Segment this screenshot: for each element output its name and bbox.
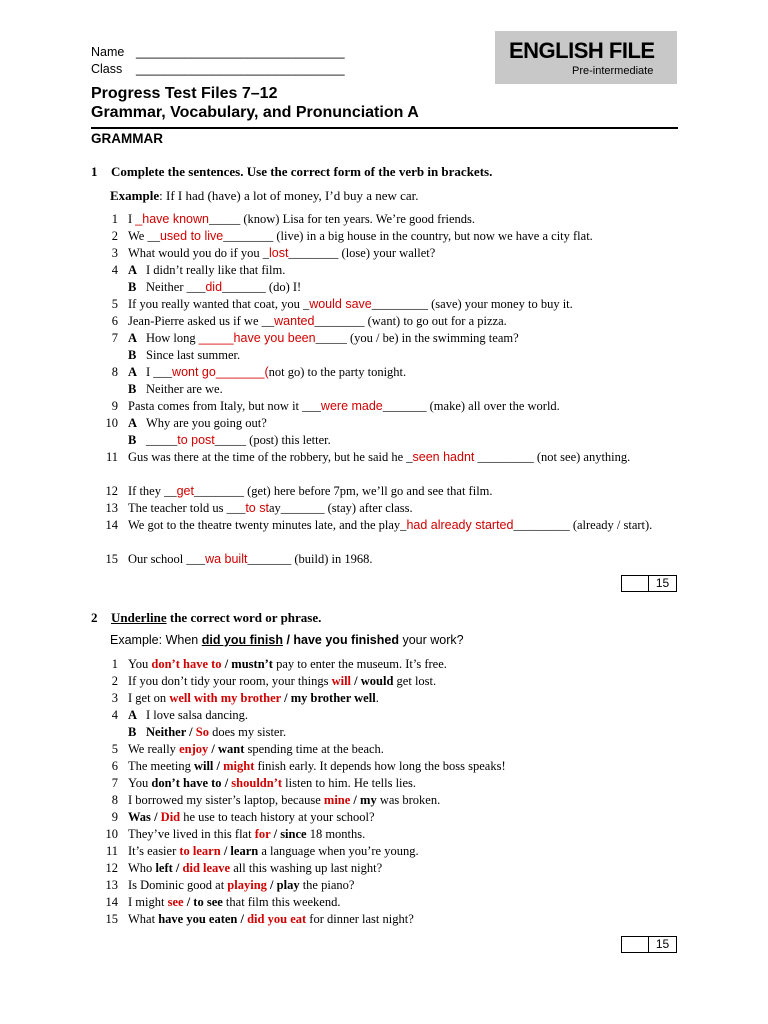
question-prefix: I didn’t really like that film. bbox=[146, 263, 286, 277]
brand-logo bbox=[495, 31, 677, 84]
selected-option[interactable]: well with my brother bbox=[169, 691, 281, 705]
exercise-number: 2 bbox=[91, 610, 98, 625]
option-separator: / bbox=[221, 657, 232, 671]
question-text-part: You bbox=[128, 776, 152, 790]
question-text bbox=[128, 517, 673, 534]
question-text-part: for dinner last night? bbox=[306, 912, 414, 926]
speaker-label: B bbox=[128, 725, 137, 739]
question-item bbox=[96, 228, 678, 245]
question-text bbox=[128, 245, 435, 262]
question-text bbox=[128, 364, 406, 381]
answer-text[interactable]: to post bbox=[177, 433, 215, 447]
question-prefix: Jean-Pierre asked us if we __ bbox=[128, 314, 275, 328]
question-number: 9 bbox=[111, 399, 118, 413]
question-number: 7 bbox=[111, 776, 118, 790]
question-text bbox=[128, 483, 493, 500]
header-rule bbox=[91, 127, 678, 129]
question-text bbox=[128, 432, 331, 449]
option-text: Was bbox=[128, 810, 151, 824]
class-label: Class bbox=[91, 62, 123, 76]
question-text bbox=[128, 758, 506, 775]
question-number: 2 bbox=[111, 674, 118, 688]
example-post: your work? bbox=[398, 633, 464, 647]
answer-text[interactable]: get bbox=[176, 484, 194, 498]
question-suffix: _________ (not see) anything. bbox=[474, 450, 631, 464]
selected-option[interactable]: to learn bbox=[179, 844, 221, 858]
question-text-part: I get on bbox=[128, 691, 170, 705]
option-separator: / bbox=[281, 691, 291, 705]
question-item bbox=[96, 860, 678, 877]
answer-text[interactable]: _have known bbox=[135, 212, 209, 226]
question-number: 6 bbox=[111, 759, 118, 773]
question-text bbox=[128, 860, 382, 877]
selected-option[interactable]: shouldn’t bbox=[231, 776, 283, 790]
instruction-underline: Underline bbox=[111, 610, 167, 625]
selected-option[interactable]: did you eat bbox=[247, 912, 307, 926]
question-item bbox=[96, 330, 678, 347]
question-text bbox=[128, 330, 519, 347]
question-number: 9 bbox=[111, 810, 118, 824]
question-item bbox=[96, 809, 678, 826]
question-item bbox=[96, 449, 678, 483]
question-item bbox=[96, 296, 678, 313]
answer-text[interactable]: did bbox=[205, 280, 223, 294]
question-item bbox=[96, 894, 678, 911]
selected-option[interactable]: don’t have to bbox=[151, 657, 222, 671]
question-text-part: It’s easier bbox=[128, 844, 180, 858]
question-item bbox=[96, 877, 678, 894]
score-total: 15 bbox=[655, 576, 670, 590]
question-prefix: We __ bbox=[128, 229, 160, 243]
selected-option[interactable]: will bbox=[331, 674, 352, 688]
question-text-part: The meeting bbox=[128, 759, 194, 773]
question-prefix: Neither are we. bbox=[146, 382, 223, 396]
question-suffix: ________ (want) to go out for a pizza. bbox=[314, 314, 507, 328]
option-text: don’t have to bbox=[151, 776, 222, 790]
class-line: ______________________________ bbox=[136, 62, 345, 76]
exercise-2-list bbox=[96, 656, 678, 928]
instruction-text: the correct word or phrase. bbox=[166, 610, 322, 625]
brand-title: ENGLISH FILE bbox=[509, 38, 655, 63]
speaker-label: A bbox=[128, 365, 138, 379]
selected-option[interactable]: enjoy bbox=[179, 742, 209, 756]
question-item bbox=[96, 517, 678, 551]
question-text bbox=[128, 911, 414, 928]
example-pre: Example: When bbox=[110, 633, 202, 647]
instruction-text: Complete the sentences. Use the correct form of the verb in brackets. bbox=[111, 164, 493, 179]
question-prefix: Neither ___ bbox=[146, 280, 206, 294]
question-text-part: I might bbox=[128, 895, 168, 909]
answer-text[interactable]: wa built bbox=[205, 552, 248, 566]
question-text bbox=[128, 877, 354, 894]
question-number: 1 bbox=[111, 212, 118, 226]
question-text-part: They’ve lived in this flat bbox=[128, 827, 255, 841]
name-line: ______________________________ bbox=[136, 45, 345, 59]
option-text: learn bbox=[230, 844, 259, 858]
question-suffix: _____ (post) this letter. bbox=[214, 433, 331, 447]
question-number: 14 bbox=[105, 518, 118, 532]
example-mid: / have you finished bbox=[282, 633, 399, 647]
answer-text[interactable]: would save bbox=[309, 297, 372, 311]
question-number: 15 bbox=[105, 552, 118, 566]
option-separator: / bbox=[266, 878, 277, 892]
speaker-label: A bbox=[128, 331, 138, 345]
selected-option[interactable]: might bbox=[223, 759, 255, 773]
speaker-label: A bbox=[128, 708, 138, 722]
answer-text[interactable]: to st bbox=[245, 501, 269, 515]
question-number: 13 bbox=[105, 878, 118, 892]
question-number: 4 bbox=[111, 708, 118, 722]
speaker-label: B bbox=[128, 348, 137, 362]
example-text: : If I had (have) a lot of money, I’d buy a new car. bbox=[159, 188, 419, 203]
question-number: 5 bbox=[111, 297, 118, 311]
question-text-part: finish early. It depends how long the boss speaks! bbox=[254, 759, 506, 773]
question-suffix: ________ (lose) your wallet? bbox=[288, 246, 436, 260]
question-number: 13 bbox=[105, 501, 118, 515]
question-text-part: 18 months. bbox=[306, 827, 366, 841]
question-text bbox=[128, 843, 419, 860]
section-heading: GRAMMAR bbox=[91, 131, 163, 146]
question-prefix: If they __ bbox=[128, 484, 177, 498]
speaker-label: A bbox=[128, 263, 138, 277]
test-subtitle: Grammar, Vocabulary, and Pronunciation A bbox=[91, 104, 419, 121]
question-suffix: _________ (save) your money to buy it. bbox=[371, 297, 573, 311]
question-number: 15 bbox=[105, 912, 118, 926]
question-item bbox=[96, 381, 678, 398]
question-number: 4 bbox=[111, 263, 118, 277]
question-item bbox=[96, 911, 678, 928]
option-text: have you eaten bbox=[158, 912, 238, 926]
question-text bbox=[128, 500, 413, 517]
question-item bbox=[96, 313, 678, 330]
question-item bbox=[96, 279, 678, 296]
question-text bbox=[128, 551, 372, 568]
option-text: want bbox=[217, 742, 245, 756]
question-number: 14 bbox=[105, 895, 118, 909]
option-text: to see bbox=[193, 895, 223, 909]
question-item bbox=[96, 741, 678, 758]
answer-text[interactable]: wont go_______( bbox=[172, 365, 269, 379]
question-text-part: does my sister. bbox=[208, 725, 287, 739]
selected-option[interactable]: playing bbox=[227, 878, 267, 892]
question-suffix: _______ (do) I! bbox=[222, 280, 302, 294]
question-text-part: . bbox=[375, 691, 379, 705]
option-text: since bbox=[280, 827, 307, 841]
question-prefix: I ___ bbox=[146, 365, 173, 379]
selected-option[interactable]: did leave bbox=[182, 861, 231, 875]
speaker-label: B bbox=[128, 382, 137, 396]
option-text: would bbox=[360, 674, 394, 688]
test-title: Progress Test Files 7–12 bbox=[91, 85, 278, 102]
speaker-label: A bbox=[128, 416, 138, 430]
question-text-part: listen to him. He tells lies. bbox=[282, 776, 417, 790]
question-suffix: ay_______ (stay) after class. bbox=[268, 501, 413, 515]
option-separator: / bbox=[351, 674, 361, 688]
question-prefix: The teacher told us ___ bbox=[128, 501, 246, 515]
question-item bbox=[96, 826, 678, 843]
question-text bbox=[128, 296, 573, 313]
question-prefix: If you really wanted that coat, you _ bbox=[128, 297, 310, 311]
question-number: 6 bbox=[111, 314, 118, 328]
question-text bbox=[128, 415, 267, 432]
question-number: 12 bbox=[105, 861, 118, 875]
answer-text[interactable]: were made bbox=[320, 399, 383, 413]
question-text-part: I borrowed my sister’s laptop, because bbox=[128, 793, 324, 807]
question-item bbox=[96, 707, 678, 724]
question-text-part: If you don’t tidy your room, your things bbox=[128, 674, 332, 688]
question-text bbox=[128, 449, 673, 466]
question-number: 11 bbox=[105, 450, 118, 464]
name-label: Name bbox=[91, 45, 125, 59]
option-separator: / bbox=[237, 912, 248, 926]
selected-option[interactable]: mine bbox=[323, 793, 351, 807]
class-field[interactable] bbox=[91, 62, 345, 76]
question-text bbox=[128, 228, 593, 245]
selected-option[interactable]: So bbox=[195, 725, 209, 739]
question-text-part: You bbox=[128, 657, 152, 671]
selected-option[interactable]: see bbox=[167, 895, 184, 909]
question-prefix: We got to the theatre twenty minutes late, and the play_ bbox=[128, 518, 407, 532]
question-item bbox=[96, 364, 678, 381]
question-number: 8 bbox=[111, 365, 118, 379]
answer-text[interactable]: wanted bbox=[274, 314, 315, 328]
option-text: left bbox=[155, 861, 173, 875]
question-text-part: was broken. bbox=[376, 793, 441, 807]
question-suffix: _____ (know) Lisa for ten years. We’re good friends. bbox=[208, 212, 476, 226]
question-text-part: I love salsa dancing. bbox=[146, 708, 249, 722]
option-separator: / bbox=[183, 895, 194, 909]
option-text: will bbox=[193, 759, 214, 773]
question-number: 3 bbox=[111, 246, 118, 260]
question-text bbox=[128, 894, 340, 911]
question-prefix: Pasta comes from Italy, but now it ___ bbox=[128, 399, 321, 413]
question-text bbox=[128, 381, 223, 398]
exercise-2-example bbox=[110, 633, 464, 647]
question-number: 5 bbox=[111, 742, 118, 756]
question-prefix: How long bbox=[146, 331, 199, 345]
question-item bbox=[96, 432, 678, 449]
example-underlined: did you finish bbox=[201, 633, 283, 647]
question-text bbox=[128, 809, 375, 826]
question-item bbox=[96, 758, 678, 775]
option-separator: / bbox=[350, 793, 361, 807]
question-number: 8 bbox=[111, 793, 118, 807]
question-item bbox=[96, 500, 678, 517]
question-item bbox=[96, 483, 678, 500]
question-text-part: We really bbox=[128, 742, 180, 756]
question-text-part: that film this weekend. bbox=[222, 895, 341, 909]
question-item bbox=[96, 245, 678, 262]
exercise-2-instruction bbox=[91, 610, 321, 626]
exercise-2-score-box[interactable] bbox=[621, 936, 677, 953]
answer-text[interactable]: _____have you been bbox=[198, 331, 316, 345]
option-separator: / bbox=[208, 742, 218, 756]
question-suffix: _______ (make) all over the world. bbox=[382, 399, 560, 413]
question-item bbox=[96, 775, 678, 792]
question-number: 2 bbox=[111, 229, 118, 243]
question-text bbox=[128, 673, 436, 690]
question-text bbox=[128, 211, 475, 228]
answer-text[interactable]: lost bbox=[268, 246, 289, 260]
option-text: Neither bbox=[146, 725, 187, 739]
brand-subtitle: Pre-intermediate bbox=[572, 65, 654, 77]
question-suffix: _______ (build) in 1968. bbox=[247, 552, 373, 566]
question-text-part: a language when you’re young. bbox=[258, 844, 419, 858]
question-text bbox=[128, 724, 286, 741]
question-prefix: Since last summer. bbox=[146, 348, 241, 362]
answer-text[interactable]: had already started bbox=[406, 518, 514, 532]
question-text-part: spending time at the beach. bbox=[244, 742, 384, 756]
option-separator: / bbox=[221, 776, 232, 790]
option-text: my bbox=[360, 793, 377, 807]
option-separator: / bbox=[220, 844, 231, 858]
question-item bbox=[96, 724, 678, 741]
question-text-part: Is Dominic good at bbox=[128, 878, 228, 892]
question-item bbox=[96, 262, 678, 279]
option-separator: / bbox=[270, 827, 281, 841]
question-text-part: get lost. bbox=[393, 674, 437, 688]
question-item bbox=[96, 551, 678, 568]
exercise-1-instruction bbox=[91, 164, 492, 180]
question-number: 11 bbox=[105, 844, 118, 858]
question-text bbox=[128, 279, 301, 296]
question-suffix: _________ (already / start). bbox=[513, 518, 653, 532]
score-total: 15 bbox=[655, 937, 670, 951]
question-text bbox=[128, 775, 416, 792]
exercise-1-list bbox=[96, 211, 678, 568]
question-suffix: ________ (get) here before 7pm, we’ll go and see that film. bbox=[194, 484, 493, 498]
question-prefix: I bbox=[128, 212, 136, 226]
question-text bbox=[128, 656, 447, 673]
option-text: play bbox=[276, 878, 300, 892]
option-separator: / bbox=[150, 810, 161, 824]
answer-text[interactable]: used to live bbox=[159, 229, 224, 243]
question-text bbox=[128, 347, 240, 364]
question-suffix: ________ (live) in a big house in the country, but now we have a city flat. bbox=[223, 229, 593, 243]
question-item bbox=[96, 843, 678, 860]
exercise-1-score-box[interactable] bbox=[621, 575, 677, 592]
question-text bbox=[128, 792, 440, 809]
question-prefix: What would you do if you _ bbox=[128, 246, 269, 260]
option-separator: / bbox=[172, 861, 183, 875]
question-item bbox=[96, 347, 678, 364]
question-text-part: Who bbox=[128, 861, 156, 875]
question-item bbox=[96, 656, 678, 673]
question-text-part: all this washing up last night? bbox=[230, 861, 383, 875]
option-separator: / bbox=[186, 725, 196, 739]
question-item bbox=[96, 690, 678, 707]
selected-option[interactable]: Did bbox=[160, 810, 181, 824]
question-text bbox=[128, 707, 248, 724]
question-prefix: Gus was there at the time of the robbery, but he said he _ bbox=[128, 450, 413, 464]
exercise-1-example bbox=[110, 188, 419, 204]
question-text bbox=[128, 741, 384, 758]
question-number: 10 bbox=[105, 827, 118, 841]
question-suffix: _____ (you / be) in the swimming team? bbox=[315, 331, 519, 345]
question-text bbox=[128, 313, 507, 330]
question-suffix: not go) to the party tonight. bbox=[268, 365, 407, 379]
question-text bbox=[128, 262, 285, 279]
question-item bbox=[96, 415, 678, 432]
example-label: Example bbox=[110, 188, 160, 203]
question-prefix: Our school ___ bbox=[128, 552, 206, 566]
question-text-part: pay to enter the museum. It’s free. bbox=[272, 657, 447, 671]
question-number: 12 bbox=[105, 484, 118, 498]
selected-option[interactable]: for bbox=[254, 827, 271, 841]
speaker-label: B bbox=[128, 280, 137, 294]
question-text-part: he use to teach history at your school? bbox=[180, 810, 375, 824]
question-number: 3 bbox=[111, 691, 118, 705]
name-field[interactable] bbox=[91, 45, 345, 59]
question-number: 7 bbox=[111, 331, 118, 345]
question-text-part: What bbox=[128, 912, 159, 926]
question-item bbox=[96, 673, 678, 690]
question-item bbox=[96, 211, 678, 228]
option-separator: / bbox=[213, 759, 224, 773]
question-prefix: _____ bbox=[146, 433, 178, 447]
question-item bbox=[96, 398, 678, 415]
question-prefix: Why are you going out? bbox=[146, 416, 267, 430]
question-item bbox=[96, 792, 678, 809]
option-text: mustn’t bbox=[231, 657, 273, 671]
answer-text[interactable]: seen hadnt bbox=[412, 450, 475, 464]
speaker-label: B bbox=[128, 433, 137, 447]
question-text bbox=[128, 690, 379, 707]
question-text bbox=[128, 398, 560, 415]
question-number: 1 bbox=[111, 657, 118, 671]
question-text-part: the piano? bbox=[299, 878, 355, 892]
option-text: my brother well bbox=[290, 691, 376, 705]
question-text bbox=[128, 826, 365, 843]
exercise-number: 1 bbox=[91, 164, 98, 179]
question-number: 10 bbox=[105, 416, 118, 430]
